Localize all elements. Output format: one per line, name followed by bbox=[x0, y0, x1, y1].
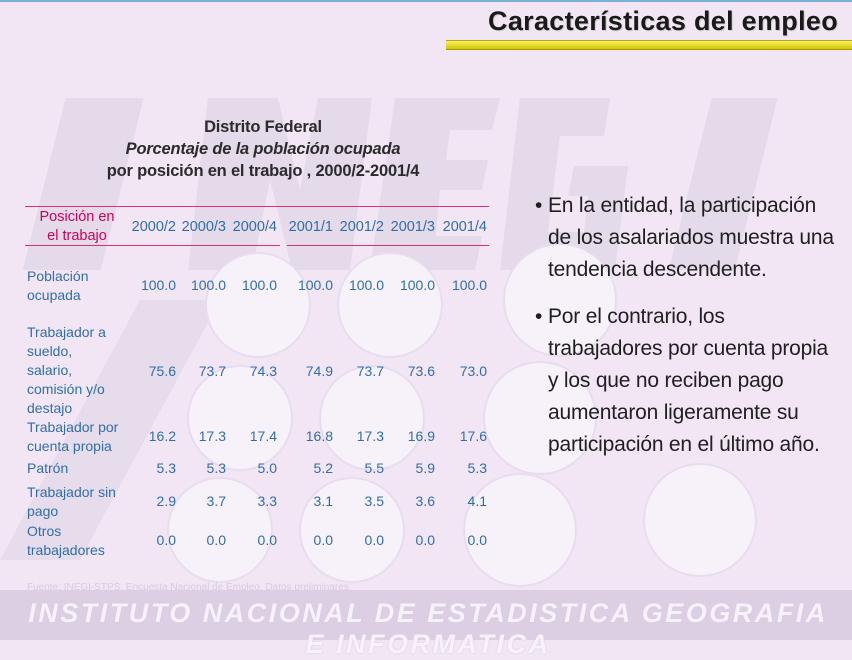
header-position-label bbox=[27, 208, 127, 246]
bullet-item bbox=[535, 301, 835, 461]
column-header-2001-2: 2001/2 bbox=[339, 219, 384, 235]
row-label-line: pago bbox=[27, 503, 59, 519]
row-label-line: Población bbox=[27, 268, 89, 284]
table-cell: 74.3 bbox=[249, 363, 277, 379]
table-cell: 100.0 bbox=[241, 277, 277, 293]
table-cell: 16.2 bbox=[148, 428, 176, 444]
bullet-dot-icon: • bbox=[535, 194, 543, 217]
row-label-line: sueldo, bbox=[27, 343, 73, 359]
row-label-line: ocupada bbox=[27, 287, 81, 303]
row-label-line: Trabajador por bbox=[27, 419, 119, 435]
row-label-line: Patrón bbox=[27, 460, 69, 476]
table-cell: 100.0 bbox=[348, 277, 384, 293]
table-cell: 17.6 bbox=[459, 428, 487, 444]
row-label-line: Trabajador a bbox=[27, 324, 106, 340]
table-cell: 16.8 bbox=[305, 428, 333, 444]
column-header-2000-4: 2000/4 bbox=[232, 219, 277, 235]
table-cell: 3.5 bbox=[364, 493, 384, 509]
caption-line-1: Distrito Federal bbox=[204, 118, 322, 136]
table-cell: 0.0 bbox=[467, 532, 487, 548]
table-cell: 3.1 bbox=[313, 493, 333, 509]
bullet-text: En la entidad, la participación de los asalariados muestra una tendencia descendente. bbox=[548, 194, 834, 281]
table-cell: 5.3 bbox=[467, 460, 487, 476]
table-cell: 73.7 bbox=[198, 363, 226, 379]
row-label-line: cuenta propia bbox=[27, 438, 112, 454]
table-cell: 5.9 bbox=[415, 460, 435, 476]
table-cell: 3.7 bbox=[206, 493, 226, 509]
table-cell: 100.0 bbox=[451, 277, 487, 293]
caption-line-3: por posición en el trabajo , 2000/2-2001/4 bbox=[106, 162, 420, 180]
institute-footer: INSTITUTO NACIONAL DE ESTADISTICA GEOGRAFIA E INFORMATICA bbox=[28, 598, 828, 659]
row-label-line: trabajadores bbox=[27, 542, 105, 558]
column-header-2001-4: 2001/4 bbox=[442, 219, 487, 235]
table-cell: 17.3 bbox=[356, 428, 384, 444]
table-cell: 16.9 bbox=[407, 428, 435, 444]
table-cell: 5.3 bbox=[206, 460, 226, 476]
table-cell: 5.3 bbox=[156, 460, 176, 476]
table-cell: 17.4 bbox=[249, 428, 277, 444]
row-label-line: Otros bbox=[27, 523, 62, 539]
row-label-line: comisión y/o bbox=[27, 381, 105, 397]
table-cell: 3.6 bbox=[415, 493, 435, 509]
table-caption bbox=[78, 116, 448, 182]
table-cell: 73.6 bbox=[407, 363, 435, 379]
table-cell: 0.0 bbox=[364, 532, 384, 548]
table-cell: 100.0 bbox=[297, 277, 333, 293]
table-cell: 2.9 bbox=[156, 493, 176, 509]
table-cell: 5.2 bbox=[313, 460, 333, 476]
column-header-2001-3: 2001/3 bbox=[390, 219, 435, 235]
table-cell: 73.0 bbox=[459, 363, 487, 379]
table-cell: 100.0 bbox=[399, 277, 435, 293]
table-cell: 3.3 bbox=[257, 493, 277, 509]
table-cell: 75.6 bbox=[148, 363, 176, 379]
header-label-line-2: el trabajo bbox=[47, 228, 107, 244]
table-cell: 0.0 bbox=[415, 532, 435, 548]
table-top-rule bbox=[25, 206, 489, 207]
top-rule bbox=[0, 0, 852, 2]
bullet-dot-icon: • bbox=[535, 305, 543, 328]
row-label-line: Trabajador sin bbox=[27, 484, 116, 500]
table-cell: 73.7 bbox=[356, 363, 384, 379]
title-underline-bar bbox=[446, 40, 852, 50]
table-cell: 0.0 bbox=[313, 532, 333, 548]
table-cell: 0.0 bbox=[257, 532, 277, 548]
bullet-list bbox=[535, 190, 835, 476]
slide-title: Características del empleo bbox=[488, 6, 838, 36]
table-cell: 5.5 bbox=[364, 460, 384, 476]
table-cell: 17.3 bbox=[198, 428, 226, 444]
table-cell: 5.0 bbox=[257, 460, 277, 476]
table-cell: 74.9 bbox=[305, 363, 333, 379]
column-header-2000-3: 2000/3 bbox=[181, 219, 226, 235]
column-header-2000-2: 2000/2 bbox=[131, 219, 176, 235]
table-cell: 0.0 bbox=[156, 532, 176, 548]
caption-line-2: Porcentaje de la población ocupada bbox=[125, 140, 401, 158]
bullet-item bbox=[535, 190, 835, 286]
table-cell: 4.1 bbox=[467, 493, 487, 509]
table-cell: 100.0 bbox=[190, 277, 226, 293]
bullet-text: Por el contrario, los trabajadores por cuenta propia y los que no reciben pago aumentaron ligeramente su participación en el último año. bbox=[548, 305, 829, 456]
table-cell: 0.0 bbox=[206, 532, 226, 548]
table-cell: 100.0 bbox=[140, 277, 176, 293]
header-label-line-1: Posición en bbox=[39, 209, 115, 225]
row-label-line: destajo bbox=[27, 400, 73, 416]
source-note: Fuente: INEGI-STPS. Encuesta Nacional de Empleo. Datos preliminares. bbox=[27, 582, 352, 593]
column-header-2001-1: 2001/1 bbox=[288, 219, 333, 235]
row-label-line: salario, bbox=[27, 362, 73, 378]
table-header-rule-right bbox=[287, 245, 489, 246]
